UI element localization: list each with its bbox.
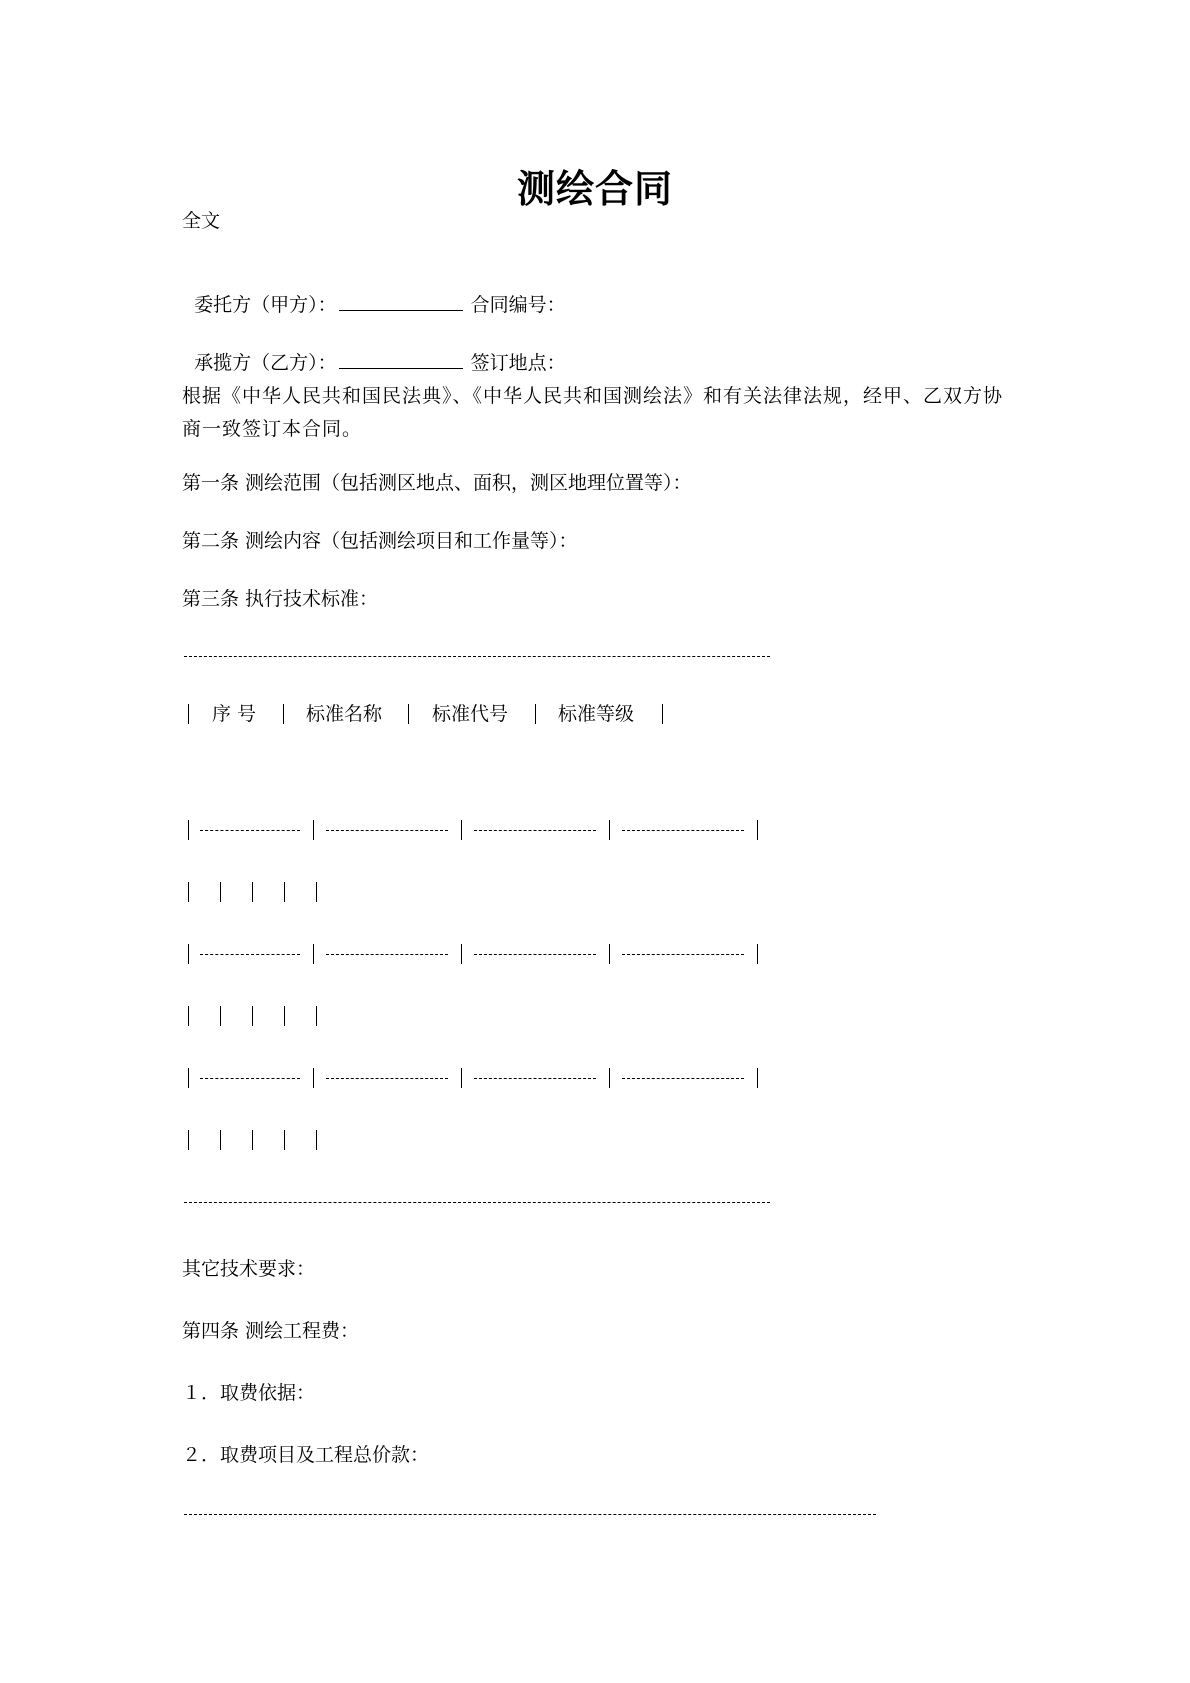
table-separator xyxy=(188,820,189,840)
party-a-blank[interactable] xyxy=(339,292,463,311)
table-divider xyxy=(326,1078,448,1079)
header-seq: 序 号 xyxy=(212,703,257,725)
table-divider xyxy=(326,954,448,955)
table-separator xyxy=(252,882,253,902)
header-name: 标准名称 xyxy=(306,703,383,725)
table-separator xyxy=(609,944,610,964)
table-separator xyxy=(220,1130,221,1150)
table-separator xyxy=(461,1068,462,1088)
fee-table-top-rule xyxy=(184,1514,876,1515)
table-separator xyxy=(461,944,462,964)
table-separator xyxy=(252,1130,253,1150)
table-separator xyxy=(284,1130,285,1150)
preamble-paragraph: 根据《中华人民共和国民法典》、《中华人民共和国测绘法》和有关法律法规，经甲、乙双方协商一致签订本合同。 xyxy=(182,385,1004,440)
table-separator xyxy=(609,1068,610,1088)
sign-place-label: 签订地点： xyxy=(470,352,566,374)
table-bottom-rule xyxy=(184,1202,770,1203)
table-separator xyxy=(252,1006,253,1026)
table-separator xyxy=(313,1068,314,1088)
table-separator xyxy=(188,704,189,724)
table-divider xyxy=(622,830,744,831)
table-separator xyxy=(284,882,285,902)
article-1: 第一条 测绘范围（包括测区地点、面积，测区地理位置等）： xyxy=(182,472,692,494)
table-separator xyxy=(461,820,462,840)
article-2: 第二条 测绘内容（包括测绘项目和工作量等）： xyxy=(182,530,578,552)
table-separator xyxy=(609,820,610,840)
header-level: 标准等级 xyxy=(558,703,635,725)
table-separator xyxy=(220,882,221,902)
table-separator xyxy=(316,1130,317,1150)
table-separator xyxy=(757,944,758,964)
table-separator xyxy=(757,1068,758,1088)
table-separator xyxy=(316,1006,317,1026)
table-separator xyxy=(313,820,314,840)
document-title: 测绘合同 xyxy=(516,167,673,211)
article-4: 第四条 测绘工程费： xyxy=(182,1320,360,1342)
table-separator xyxy=(535,704,536,724)
table-divider xyxy=(474,830,596,831)
table-separator xyxy=(188,1130,189,1150)
document-subtitle: 全文 xyxy=(182,210,221,232)
table-separator xyxy=(313,944,314,964)
table-divider xyxy=(622,1078,744,1079)
table-separator xyxy=(188,882,189,902)
table-divider xyxy=(474,1078,596,1079)
party-b-label: 承揽方（乙方）： xyxy=(194,352,337,374)
table-separator xyxy=(757,820,758,840)
table-separator xyxy=(316,882,317,902)
table-separator xyxy=(188,944,189,964)
party-a-line xyxy=(182,266,566,318)
fee-item-1: １．取费依据： xyxy=(182,1382,316,1404)
table-separator xyxy=(220,1006,221,1026)
table-divider xyxy=(326,830,448,831)
table-separator xyxy=(188,1006,189,1026)
article-3: 第三条 执行技术标准： xyxy=(182,588,379,610)
table-separator xyxy=(283,704,284,724)
table-separator xyxy=(408,704,409,724)
party-b-blank[interactable] xyxy=(339,350,463,369)
table-top-rule xyxy=(184,656,770,657)
party-a-label: 委托方（甲方）： xyxy=(194,294,337,316)
table-divider xyxy=(200,1078,300,1079)
table-divider xyxy=(622,954,744,955)
header-code: 标准代号 xyxy=(432,703,509,725)
party-b-line xyxy=(182,324,566,376)
table-divider xyxy=(200,830,300,831)
contract-no-label: 合同编号： xyxy=(470,294,566,316)
table-divider xyxy=(474,954,596,955)
table-separator xyxy=(662,704,663,724)
table-divider xyxy=(200,954,300,955)
table-separator xyxy=(188,1068,189,1088)
table-separator xyxy=(284,1006,285,1026)
fee-item-2: ２．取费项目及工程总价款： xyxy=(182,1444,430,1466)
other-requirements: 其它技术要求： xyxy=(182,1258,316,1280)
